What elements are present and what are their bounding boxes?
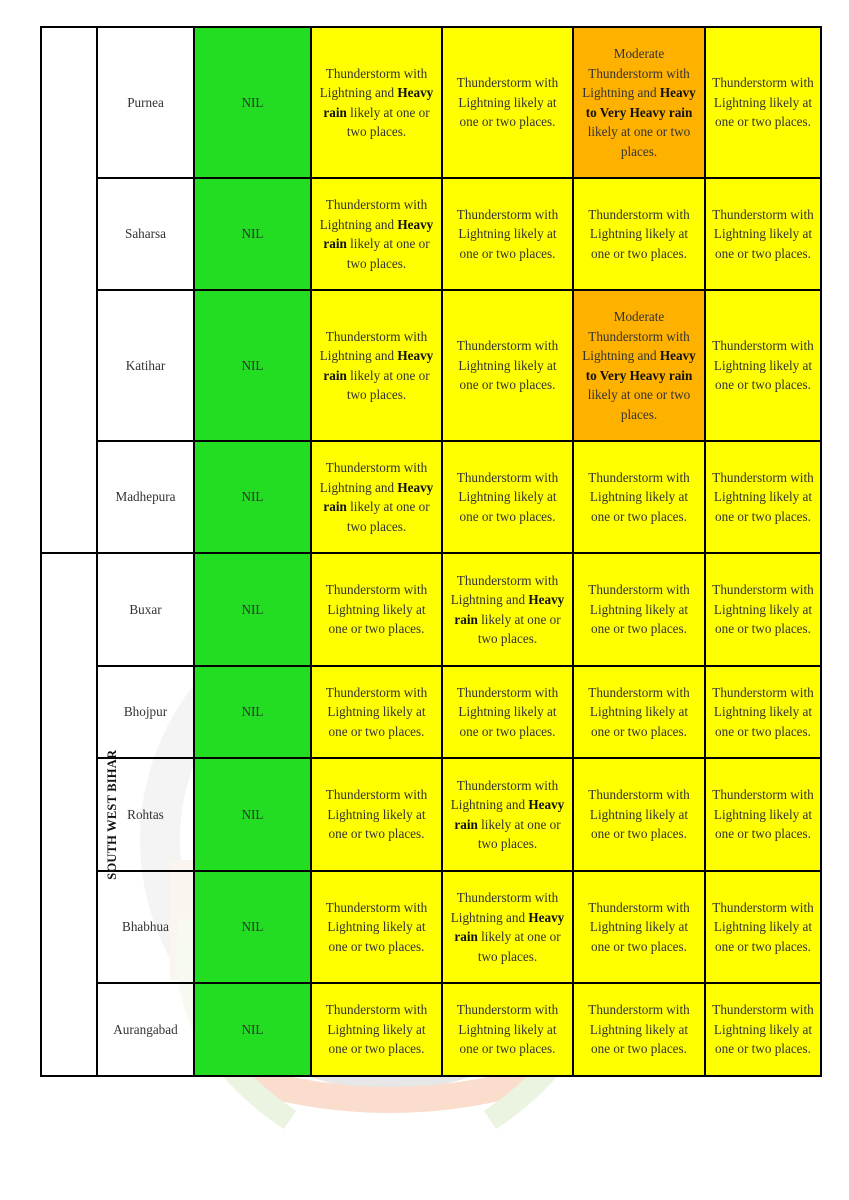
warning-text: Thunderstorm with Lightning likely at one or two places.: [712, 206, 814, 261]
warning-text: Thunderstorm with Lightning likely at one or two places.: [456, 338, 559, 393]
warning-cell: [442, 758, 573, 871]
warning-cell: [311, 178, 442, 290]
table-row: [41, 27, 821, 178]
nil-cell: NIL: [194, 290, 311, 441]
warning-text: Thunderstorm with Lightning likely at one or two places.: [712, 75, 814, 130]
nil-cell: NIL: [194, 27, 311, 178]
warning-text: Thunderstorm with Lightning likely at one or two places.: [456, 684, 559, 739]
warning-cell: [311, 290, 442, 441]
warning-cell: [573, 27, 705, 178]
warning-text: likely at one or two places.: [346, 104, 430, 139]
warning-emphasis: Heavy rain: [323, 348, 434, 383]
warning-cell: [442, 983, 573, 1076]
warning-cell: [311, 441, 442, 553]
warning-cell: [705, 758, 821, 871]
warning-cell: [705, 871, 821, 983]
warning-text: Thunderstorm with Lightning likely at one or two places.: [588, 469, 690, 524]
district-name: Katihar: [97, 290, 194, 441]
warning-text: Thunderstorm with Lightning likely at one or two places.: [712, 582, 814, 637]
warning-text: Thunderstorm with Lightning and: [319, 460, 428, 495]
warning-text: Thunderstorm with Lightning likely at one or two places.: [588, 582, 690, 637]
warning-text: Thunderstorm with Lightning likely at one or two places.: [712, 899, 814, 954]
warning-text: Thunderstorm with Lightning likely at one or two places.: [325, 787, 428, 842]
warning-emphasis: Heavy rain: [454, 797, 565, 832]
warning-text: Thunderstorm with Lightning likely at one or two places.: [325, 684, 428, 739]
warning-text: Thunderstorm with Lightning and: [450, 777, 559, 812]
table-row: [41, 758, 821, 871]
warning-cell: [705, 27, 821, 178]
warning-cell: [705, 178, 821, 290]
warning-cell: [573, 178, 705, 290]
nil-cell: NIL: [194, 983, 311, 1076]
warning-text: Thunderstorm with Lightning likely at one or two places.: [325, 582, 428, 637]
warning-text: likely at one or two places.: [346, 236, 430, 271]
warning-text: Thunderstorm with Lightning likely at one or two places.: [712, 787, 814, 842]
warning-text: likely at one or two places.: [346, 499, 430, 534]
nil-cell: NIL: [194, 871, 311, 983]
table-row: [41, 983, 821, 1076]
table-row: [41, 553, 821, 666]
warning-text: Thunderstorm with Lightning and: [450, 572, 559, 607]
warning-cell: [573, 983, 705, 1076]
district-name: Bhabhua: [97, 871, 194, 983]
warning-text: likely at one or two places.: [587, 124, 691, 159]
warning-text: Thunderstorm with Lightning likely at one or two places.: [712, 338, 814, 393]
table-row: [41, 441, 821, 553]
warning-text: Thunderstorm with Lightning likely at one or two places.: [588, 1002, 690, 1057]
warning-cell: [311, 871, 442, 983]
warning-cell: [311, 666, 442, 758]
table-row: [41, 666, 821, 758]
warning-text: likely at one or two places.: [477, 816, 561, 851]
warning-cell: [442, 553, 573, 666]
warning-text: Thunderstorm with Lightning likely at one or two places.: [456, 1002, 559, 1057]
warning-text: Thunderstorm with Lightning likely at one or two places.: [712, 684, 814, 739]
nil-cell: NIL: [194, 441, 311, 553]
nil-cell: NIL: [194, 178, 311, 290]
warning-cell: [311, 553, 442, 666]
warning-text: likely at one or two places.: [587, 387, 691, 422]
warning-emphasis: Heavy rain: [454, 592, 565, 627]
warning-text: Thunderstorm with Lightning and: [450, 890, 559, 925]
warning-cell: [311, 758, 442, 871]
district-name: Purnea: [97, 27, 194, 178]
warning-cell: [442, 871, 573, 983]
warning-text: Thunderstorm with Lightning likely at one or two places.: [588, 206, 690, 261]
district-name: Bhojpur: [97, 666, 194, 758]
warning-text: Thunderstorm with Lightning likely at one or two places.: [588, 787, 690, 842]
table-row: [41, 290, 821, 441]
warning-cell: [442, 178, 573, 290]
warning-text: Thunderstorm with Lightning likely at one or two places.: [456, 469, 559, 524]
warning-text: Thunderstorm with Lightning and: [319, 197, 428, 232]
warning-cell: [311, 27, 442, 178]
warning-text: likely at one or two places.: [346, 367, 430, 402]
warning-emphasis: Heavy rain: [323, 85, 434, 120]
district-name: Buxar: [97, 553, 194, 666]
warning-text: Thunderstorm with Lightning likely at one or two places.: [456, 75, 559, 130]
warning-text: Thunderstorm with Lightning likely at one or two places.: [588, 899, 690, 954]
warning-cell: [705, 441, 821, 553]
warning-cell: [573, 758, 705, 871]
region-cell: [41, 553, 120, 1076]
warning-text: likely at one or two places.: [477, 929, 561, 964]
district-name: Madhepura: [97, 441, 194, 553]
warning-text: Thunderstorm with Lightning likely at one or two places.: [712, 469, 814, 524]
region-label: SOUTH WEST BIHAR: [105, 750, 120, 880]
district-name: Saharsa: [97, 178, 194, 290]
warning-text: Moderate Thunderstorm with Lightning and: [582, 309, 690, 363]
warning-text: Thunderstorm with Lightning likely at one or two places.: [456, 206, 559, 261]
table-row: [41, 178, 821, 290]
warning-text: Thunderstorm with Lightning likely at one or two places.: [712, 1002, 814, 1057]
warning-cell: [573, 871, 705, 983]
warning-emphasis: Heavy rain: [323, 479, 434, 514]
district-name: Rohtas: [97, 758, 194, 871]
warning-emphasis: Heavy rain: [454, 909, 565, 944]
warning-cell: [442, 290, 573, 441]
warning-text: Thunderstorm with Lightning likely at one or two places.: [325, 1002, 428, 1057]
warning-cell: [573, 553, 705, 666]
nil-cell: NIL: [194, 666, 311, 758]
table-row: [41, 871, 821, 983]
warning-emphasis: Heavy to Very Heavy rain: [585, 348, 696, 383]
warning-text: Thunderstorm with Lightning likely at one or two places.: [588, 684, 690, 739]
district-warning-table: [40, 26, 822, 1077]
warning-text: likely at one or two places.: [477, 611, 561, 646]
warning-cell: [705, 290, 821, 441]
warning-cell: [442, 666, 573, 758]
warning-cell: [573, 666, 705, 758]
nil-cell: NIL: [194, 553, 311, 666]
warning-cell: [573, 441, 705, 553]
warning-text: Thunderstorm with Lightning and: [319, 65, 428, 100]
region-cell: [41, 27, 97, 553]
warning-text: Thunderstorm with Lightning and: [319, 328, 428, 363]
nil-cell: NIL: [194, 758, 311, 871]
warning-cell: [442, 441, 573, 553]
warning-cell: [705, 983, 821, 1076]
warning-cell: [442, 27, 573, 178]
warning-cell: [573, 290, 705, 441]
district-name: Aurangabad: [97, 983, 194, 1076]
warning-emphasis: Heavy to Very Heavy rain: [585, 85, 696, 120]
warning-text: Moderate Thunderstorm with Lightning and: [582, 46, 690, 100]
warning-cell: [311, 983, 442, 1076]
warning-text: Thunderstorm with Lightning likely at one or two places.: [325, 899, 428, 954]
warning-cell: [705, 666, 821, 758]
warning-cell: [705, 553, 821, 666]
warning-emphasis: Heavy rain: [323, 216, 434, 251]
